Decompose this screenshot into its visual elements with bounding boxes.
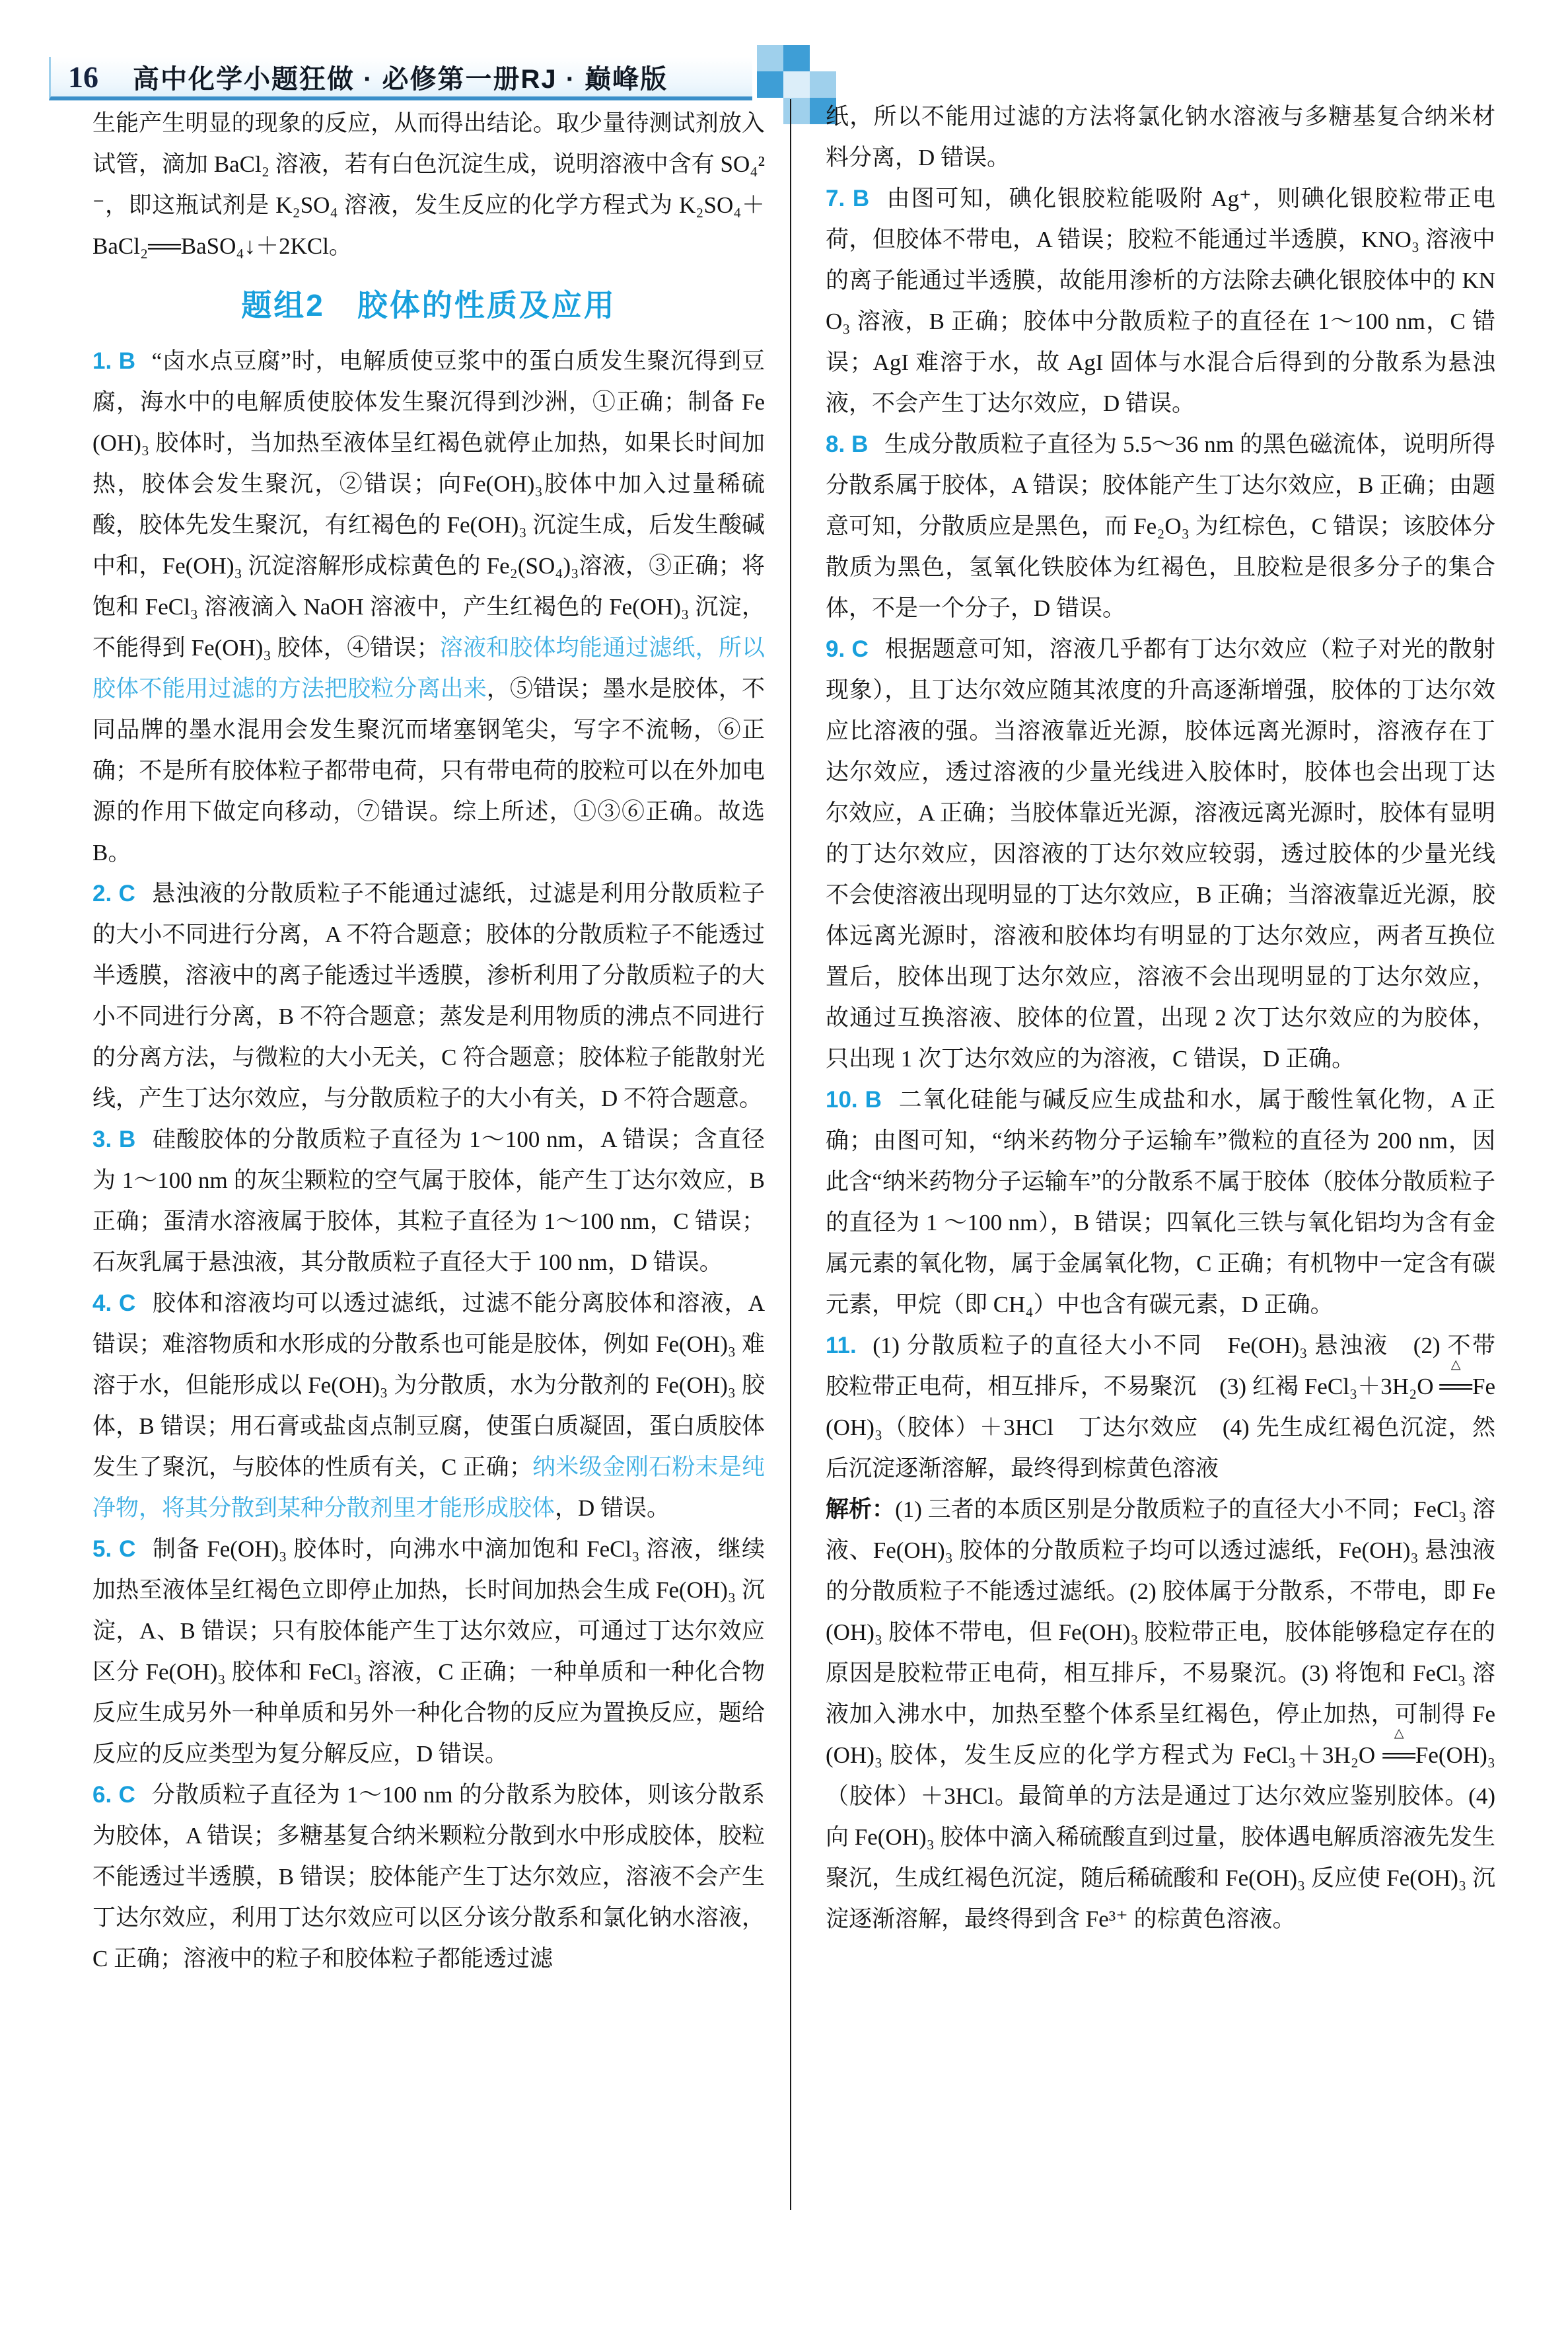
answer-paragraph: 4. C 胶体和溶液均可以透过滤纸，过滤不能分离胶体和溶液，A 错误；难溶物质和水形成的分散系也可能是胶体，例如 Fe(OH)₃ 难溶于水，但能形成以 Fe(OH)₃ 为分散质，水为分散剂的 Fe(OH)₃ 胶体，B 错误；用石膏或盐卤点制豆腐，使蛋白质凝固，蛋白质胶体发生了聚沉，与胶体的性质有关，C 正确；纳米级金刚石粉末是纯净物，将其分散到某种分散剂里才能形成胶体，D 错误。 <box>92 1290 765 1521</box>
delta-heating-symbol: △ <box>1394 1726 1404 1741</box>
answer-paragraph: 6. C 分散质粒子直径为 1～100 nm 的分散系为胶体，则该分散系为胶体，A 错误；多糖基复合纳米颗粒分散到水中形成胶体，胶粒不能透过半透膜，B 错误；胶体能产生丁达尔效应，溶液不会产生丁达尔效应，利用丁达尔效应可以区分该分散系和氯化钠水溶液，C 正确；溶液中的粒子和胶体粒子都能透过滤 <box>92 1782 765 1972</box>
right-column <box>826 96 1519 1940</box>
answer-paragraph: 纸，所以不能用过滤的方法将氯化钠水溶液与多糖基复合纳米材料分离，D 错误。 <box>826 104 1495 170</box>
header-mosaic-icon <box>757 45 836 124</box>
answer-paragraph: 解析：(1) 三者的本质区别是分散质粒子的直径大小不同；FeCl₃ 溶液、Fe(OH)₃ 胶体的分散质粒子均可以透过滤纸，Fe(OH)₃ 悬浊液的分散质粒子不能透过滤纸。(2) 胶体属于分散系，不带电，即 Fe(OH)₃ 胶体不带电，但 Fe(OH)₃ 胶粒带正电，胶体能够稳定存在的原因是胶粒带正电荷，相互排斥，不易聚沉。(3) 将饱和 FeCl₃ 溶液加入沸水中，加热至整个体系呈红褐色，停止加热，可制得 Fe(OH)₃ 胶体，发生反应的化学方程式为 FeCl₃＋3H₂O ══ △ Fe(OH)₃（胶体）＋3HCl。最简单的方法是通过丁达尔效应鉴别胶体。(4) 向 Fe(OH)₃ 胶体中滴入稀硫酸直到过量，胶体遇电解质溶液先发生聚沉，生成红褐色沉淀，随后稀硫酸和 Fe(OH)₃ 反应使 Fe(OH)₃ 沉淀逐渐溶解，最终得到含 Fe³⁺ 的棕黄色溶液。 <box>826 1496 1495 1932</box>
delta-heating-symbol: △ <box>1450 1358 1461 1372</box>
header-title: 高中化学小题狂做 · 必修第一册RJ · 巅峰版 <box>133 64 668 94</box>
page-number: 16 <box>68 59 98 94</box>
answer-paragraph: 1. B “卤水点豆腐”时，电解质使豆浆中的蛋白质发生聚沉得到豆腐，海水中的电解质使胶体发生聚沉得到沙洲，①正确；制备 Fe(OH)₃ 胶体时，当加热至液体呈红褐色就停止加热，如果长时间加热，胶体会发生聚沉，②错误；向Fe(OH)₃胶体中加入过量稀硫酸，胶体先发生聚沉，有红褐色的 Fe(OH)₃ 沉淀生成，后发生酸碱中和，Fe(OH)₃ 沉淀溶解形成棕黄色的 Fe₂(SO₄)₃溶液，③正确；将饱和 FeCl₃ 溶液滴入 NaOH 溶液中，产生红褐色的 Fe(OH)₃ 沉淀，不能得到 Fe(OH)₃ 胶体，④错误；溶液和胶体均能通过滤纸，所以胶体不能用过滤的方法把胶粒分离出来，⑤错误；墨水是胶体，不同品牌的墨水混用会发生聚沉而堵塞钢笔尖，写字不流畅，⑥正确；不是所有胶体粒子都带电荷，只有带电荷的胶粒可以在外加电源的作用下做定向移动，⑦错误。综上所述，①③⑥正确。故选 B。 <box>92 348 765 866</box>
answer-paragraph: 9. C 根据题意可知，溶液几乎都有丁达尔效应（粒子对光的散射现象），且丁达尔效应随其浓度的升高逐渐增强，胶体的丁达尔效应比溶液的强。当溶液靠近光源，胶体远离光源时，溶液存在丁达尔效应，透过溶液的少量光线进入胶体时，胶体也会出现丁达尔效应，A 正确；当胶体靠近光源，溶液远离光源时，胶体有显明的丁达尔效应，因溶液的丁达尔效应较弱，透过胶体的少量光线不会使溶液出现明显的丁达尔效应，B 正确；当溶液靠近光源，胶体远离光源时，溶液和胶体均有明显的丁达尔效应，两者互换位置后，胶体出现丁达尔效应，溶液不会出现明显的丁达尔效应，故通过互换溶液、胶体的位置，出现 2 次丁达尔效应的为胶体，只出现 1 次丁达尔效应的为溶液，C 错误，D 正确。 <box>826 636 1495 1072</box>
answer-paragraph: 生能产生明显的现象的反应，从而得出结论。取少量待测试剂放入试管，滴加 BaCl₂ 溶液，若有白色沉淀生成，说明溶液中含有 SO₄²⁻，即这瓶试剂是 K₂SO₄ 溶液，发生反应的化学方程式为 K₂SO₄＋BaCl₂══BaSO₄↓＋2KCl。 <box>92 110 765 259</box>
answer-paragraph: 10. B 二氧化硅能与碱反应生成盐和水，属于酸性氧化物，A 正确；由图可知，“纳米药物分子运输车”微粒的直径为 200 nm，因此含“纳米药物分子运输车”的分散系不属于胶体（胶体分散质粒子的直径为 1 ～100 nm），B 错误；四氧化三铁与氧化铝均为含有金属元素的氧化物，属于金属氧化物，C 正确；有机物中一定含有碳元素，甲烷（即 CH₄）中也含有碳元素，D 正确。 <box>826 1087 1495 1317</box>
answer-paragraph: 2. C 悬浊液的分散质粒子不能通过滤纸，过滤是利用分散质粒子的大小不同进行分离，A 不符合题意；胶体的分散质粒子不能透过半透膜，溶液中的离子能透过半透膜，渗析利用了分散质粒子的大小不同进行分离，B 不符合题意；蒸发是利用物质的沸点不同进行的分离方法，与微粒的大小无关，C 符合题意；胶体粒子能散射光线，产生丁达尔效应，与分散质粒子的大小有关，D 不符合题意。 <box>92 881 765 1111</box>
answer-paragraph: 11. (1) 分散质粒子的直径大小不同 Fe(OH)₃ 悬浊液 (2) 不带 胶粒带正电荷，相互排斥，不易聚沉 (3) 红褐 FeCl₃＋3H₂O ══ △ Fe(OH)₃（胶体）＋3HCl 丁达尔效应 (4) 先生成红褐色沉淀，然后沉淀逐渐溶解，最终得到棕黄色溶液 <box>826 1333 1519 1481</box>
column-divider <box>790 99 791 2210</box>
answer-paragraph: 5. C 制备 Fe(OH)₃ 胶体时，向沸水中滴加饱和 FeCl₃ 溶液，继续加热至液体呈红褐色立即停止加热，长时间加热会生成 Fe(OH)₃ 沉淀，A、B 错误；只有胶体能产生丁达尔效应，可通过丁达尔效应区分 Fe(OH)₃ 胶体和 FeCl₃ 溶液，C 正确；一种单质和一种化合物反应生成另外一种单质和另外一种化合物的反应为置换反应，题给反应的反应类型为复分解反应，D 错误。 <box>92 1536 765 1767</box>
section-group-title: 题组2 胶体的性质及应用 <box>241 288 616 322</box>
answer-paragraph: 3. B 硅酸胶体的分散质粒子直径为 1～100 nm，A 错误；含直径为 1～100 nm 的灰尘颗粒的空气属于胶体，能产生丁达尔效应，B 正确；蛋清水溶液属于胶体，其粒子直径为 1～100 nm，C 错误；石灰乳属于悬浊液，其分散质粒子直径大于 100 nm，D 错误。 <box>92 1126 765 1275</box>
answer-paragraph: 7. B 由图可知，碘化银胶粒能吸附 Ag⁺，则碘化银胶粒带正电荷，但胶体不带电，A 错误；胶粒不能通过半透膜，KNO₃ 溶液中的离子能通过半透膜，故能用渗析的方法除去碘化银胶体中的 KNO₃ 溶液，B 正确；胶体中分散质粒子的直径在 1～100 nm，C 错误；AgI 难溶于水，故 AgI 固体与水混合后得到的分散系为悬浊液，不会产生丁达尔效应，D 错误。 <box>826 186 1495 416</box>
left-column <box>92 103 765 1979</box>
page-header <box>49 57 752 100</box>
answer-paragraph: 8. B 生成分散质粒子直径为 5.5～36 nm 的黑色磁流体，说明所得分散系属于胶体，A 错误；胶体能产生丁达尔效应，B 正确；由题意可知，分散质应是黑色，而 Fe₂O₃ 为红棕色，C 错误；该胶体分散质为黑色，氢氧化铁胶体为红褐色，且胶粒是很多分子的集合体，不是一个分子，D 错误。 <box>826 431 1495 621</box>
